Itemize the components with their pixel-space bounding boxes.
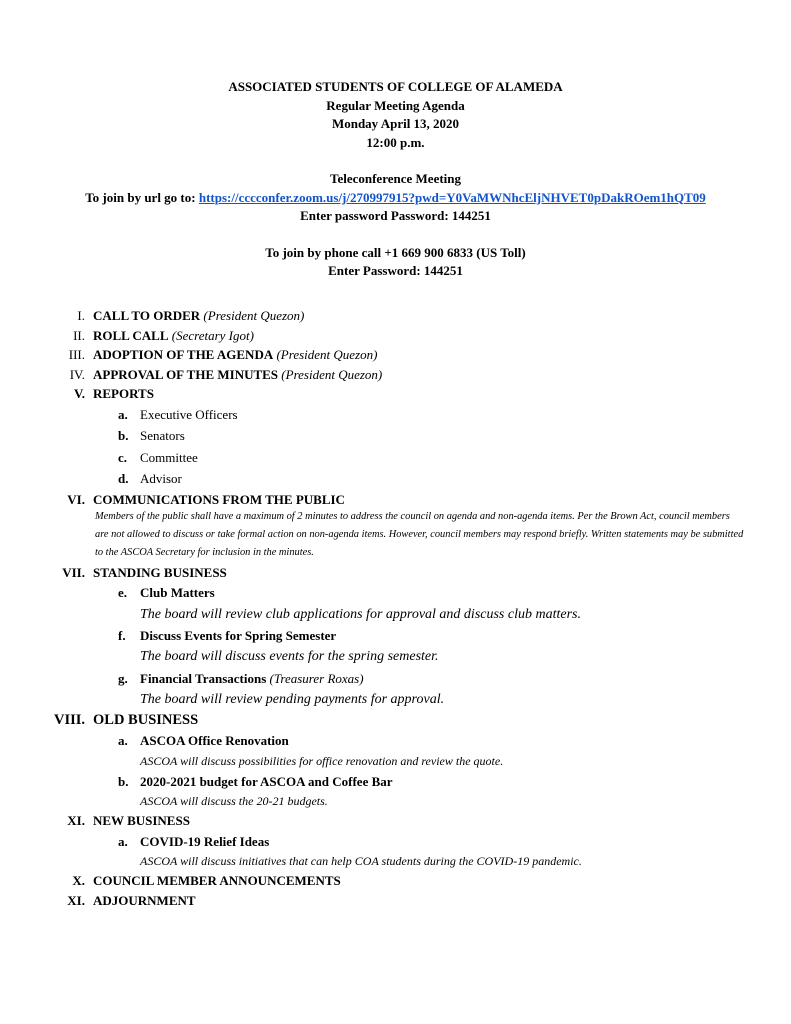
item-note: (President Quezon) <box>281 366 383 382</box>
agenda-header <box>0 78 791 281</box>
item-title: COMMUNICATIONS FROM THE PUBLIC <box>93 491 345 507</box>
agenda-item-new-business <box>0 811 791 831</box>
meeting-time: 12:00 p.m. <box>366 134 425 150</box>
agenda-item-call-to-order <box>0 306 791 326</box>
public-comment-policy: Members of the public shall have a maximum of 2 minutes to address the council on agenda and non-agenda items. Per the Brown Act, council members are not allowed to discuss or take formal action on non-agenda items. However, council members may respond briefly. Written statements may be submitted to the ASCOA Secretary for inclusion in the minutes. <box>95 511 744 558</box>
sub-letter: e. <box>118 585 128 601</box>
item-numeral: XI. <box>67 813 85 829</box>
agenda-item-reports <box>0 384 791 404</box>
sub-label: ASCOA Office Renovation <box>140 733 289 749</box>
sub-label: Senators <box>140 428 185 444</box>
sub-letter: d. <box>118 471 129 487</box>
item-title: NEW BUSINESS <box>93 813 190 829</box>
sub-letter: a. <box>118 406 128 422</box>
old-business-sub-item <box>0 771 791 792</box>
item-note: (Secretary Igot) <box>171 327 254 343</box>
agenda-item-standing-business <box>0 563 791 583</box>
sub-description: The board will discuss events for the spring semester. <box>140 649 439 665</box>
zoom-link[interactable]: https://cccconfer.zoom.us/j/270997915?pwd=Y0VaMWNhcEljNHVET0pDakROem1hQT09 <box>198 189 706 205</box>
sub-letter: a. <box>118 833 128 849</box>
meeting-date: Monday April 13, 2020 <box>331 116 460 131</box>
meeting-type: Regular Meeting Agenda <box>326 97 465 113</box>
agenda-item-adoption <box>0 345 791 365</box>
item-title: OLD BUSINESS <box>93 711 199 728</box>
agenda-item-communications <box>0 490 791 510</box>
item-numeral: II. <box>73 327 85 343</box>
sub-description: The board will review pending payments for approval. <box>140 692 445 708</box>
standing-sub-item <box>0 668 791 689</box>
item-numeral: V. <box>74 386 85 402</box>
old-business-sub-item <box>0 730 791 751</box>
sub-description: ASCOA will discuss initiatives that can help COA students during the COVID-19 pandemic. <box>140 854 582 869</box>
sub-description: ASCOA will discuss the 20-21 budgets. <box>140 794 328 809</box>
sub-letter: a. <box>118 733 128 749</box>
sub-label: Discuss Events for Spring Semester <box>140 628 337 643</box>
teleconference-title: Teleconference Meeting <box>329 171 462 186</box>
standing-sub-item <box>0 582 791 603</box>
item-numeral: I. <box>77 308 85 323</box>
sub-description: ASCOA will discuss possibilities for office renovation and review the quote. <box>140 753 504 768</box>
join-url-prefix: To join by url go to: <box>85 189 199 205</box>
agenda-item-announcements <box>0 871 791 891</box>
item-title: STANDING BUSINESS <box>93 564 227 580</box>
sub-description: The board will review club applications for approval and discuss club matters. <box>140 606 581 622</box>
item-numeral: VI. <box>67 491 85 507</box>
item-title: CALL TO ORDER <box>93 308 201 323</box>
item-numeral: VIII. <box>53 711 85 728</box>
sub-letter: g. <box>118 670 128 686</box>
sub-label: COVID-19 Relief Ideas <box>140 833 270 849</box>
sub-label: Executive Officers <box>140 406 238 422</box>
agenda-item-adjournment <box>0 891 791 911</box>
report-sub-item <box>0 404 791 425</box>
item-title: REPORTS <box>93 386 154 402</box>
item-title: APPROVAL OF THE MINUTES <box>93 366 279 382</box>
sub-label: Club Matters <box>140 585 215 601</box>
item-numeral: X. <box>72 873 85 889</box>
item-title: ADOPTION OF THE AGENDA <box>93 347 274 363</box>
sub-letter: f. <box>118 628 126 643</box>
item-note: (President Quezon) <box>276 347 378 363</box>
join-url-line <box>0 189 791 208</box>
standing-sub-item <box>0 625 791 646</box>
report-sub-item <box>0 468 791 489</box>
sub-letter: c. <box>118 449 128 465</box>
agenda-list <box>0 306 791 910</box>
sub-letter: b. <box>118 773 129 789</box>
agenda-item-roll-call <box>0 326 791 346</box>
agenda-item-old-business <box>0 711 791 731</box>
item-numeral: IV. <box>69 366 85 382</box>
item-numeral: VII. <box>62 564 85 580</box>
sub-label: Committee <box>140 449 198 465</box>
password-line: Enter password Password: 144251 <box>300 208 491 223</box>
report-sub-item <box>0 447 791 468</box>
phone-line: To join by phone call +1 669 900 6833 (US Toll) <box>265 244 526 260</box>
sub-label: 2020-2021 budget for ASCOA and Coffee Bar <box>140 773 393 789</box>
org-name: ASSOCIATED STUDENTS OF COLLEGE OF ALAMEDA <box>228 79 563 94</box>
phone-password-line: Enter Password: 144251 <box>328 263 463 278</box>
sub-note: (Treasurer Roxas) <box>269 670 364 686</box>
item-title: ROLL CALL <box>93 327 169 343</box>
sub-label: Financial Transactions <box>140 670 267 686</box>
item-numeral: III. <box>68 347 85 363</box>
new-business-sub-item <box>0 831 791 852</box>
item-title: COUNCIL MEMBER ANNOUNCEMENTS <box>93 873 341 889</box>
sub-letter: b. <box>118 428 129 444</box>
item-numeral: XI. <box>67 892 85 908</box>
sub-label: Advisor <box>140 471 182 487</box>
agenda-item-minutes <box>0 365 791 385</box>
item-title: ADJOURNMENT <box>93 892 196 908</box>
item-note: (President Quezon) <box>203 308 305 323</box>
report-sub-item <box>0 425 791 446</box>
